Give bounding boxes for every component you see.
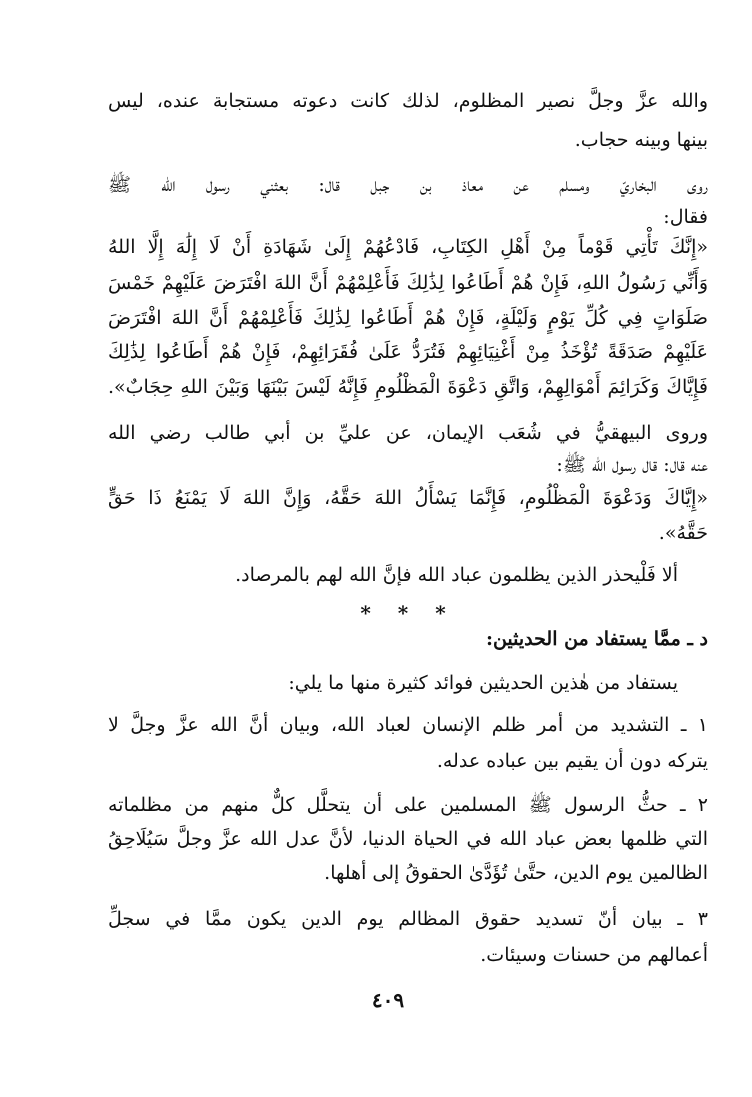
hadith-line: فَإِيَّاكَ وَكَرَائِمَ أَمْوَالِهِمْ، وَاتَّقِ دَعْوَةَ الْمَظْلُومِ فَإِنَّهُ لَيْسَ بَيْنَهَا وَبَيْنَ اللهِ حِجَابٌ». bbox=[108, 376, 708, 398]
paragraph-line: فقال: bbox=[663, 206, 708, 228]
paragraph-line: والله عزَّ وجلَّ نصير المظلوم، لذلك كانت دعوته مستجابة عنده، ليس bbox=[108, 90, 708, 112]
hadith-line: صَلَوَاتٍ فِي كُلِّ يَوْمٍ وَلَيْلَةٍ، فَإِنْ هُمْ أَطَاعُوا لِذَٰلِكَ فَأَعْلِمْهُمْ أَنَّ اللهَ افْتَرَضَ bbox=[108, 307, 708, 329]
hadith-line: «إِنَّكَ تَأْتِي قَوْماً مِنْ أَهْلِ الكِتَابِ، فَادْعُهُمْ إِلَىٰ شَهَادَةِ أَنْ لَا إِلَٰهَ إِلَّا اللهُ bbox=[108, 236, 708, 258]
benefit-line: ٢ ـ حثُّ الرسول ﷺ المسلمين على أن يتحلَّل كلٌّ منهم من مظلماته bbox=[108, 794, 708, 816]
hadith-line: عَلَيْهِمْ صَدَقَةً تُؤْخَذُ مِنْ أَغْنِيَائِهِمْ فَتُرَدُّ عَلَىٰ فُقَرَائِهِمْ، فَإِنْ هُمْ أَطَاعُوا لِذَٰلِكَ bbox=[108, 341, 709, 363]
paragraph-line: وروى البيهقيُّ في شُعَب الإيمان، عن عليِّ بن أبي طالب رضي الله bbox=[108, 422, 708, 444]
paragraph-line: ألا فَلْيحذر الذين يظلمون عباد الله فإنَّ الله لهم بالمرصاد. bbox=[235, 564, 678, 586]
hadith-line: وَأَنِّي رَسُولُ اللهِ، فَإِنْ هُمْ أَطَاعُوا لِذَٰلِكَ فَأَعْلِمْهُمْ أَنَّ اللهَ افْتَرَضَ عَلَيْهِمْ خَمْسَ bbox=[108, 272, 708, 294]
benefit-line: أعمالهم من حسنات وسيئات. bbox=[480, 944, 708, 966]
paragraph-line: عنه قال: قال رسول الله ﷺ: bbox=[556, 454, 708, 476]
benefit-line: ٣ ـ بيان أنّ تسديد حقوق المظالم يوم الدين يكون ممَّا في سجلِّ bbox=[108, 908, 708, 930]
paragraph-line: بينها وبينه حجاب. bbox=[574, 129, 708, 151]
benefit-line: التي ظلمها بعض عباد الله في الحياة الدنيا، لأنَّ عدل الله عزَّ وجلَّ سَيُلَاحِقُ bbox=[108, 828, 708, 850]
section-heading: د ـ ممَّا يستفاد من الحديثين: bbox=[485, 628, 708, 650]
hadith-line: حَقَّهُ». bbox=[658, 522, 708, 544]
page-number: ٤٠٩ bbox=[371, 988, 405, 1012]
benefit-line: الظالمين يوم الدين، حتَّىٰ تُؤَدَّىٰ الحقوقُ إلى أهلها. bbox=[324, 862, 708, 884]
intro-text: يستفاد من هٰذين الحديثين فوائد كثيرة منها ما يلي: bbox=[288, 672, 678, 694]
paragraph-line: روى البخاريّ ومسلم عن معاذ بن جبل قال: بعثني رسول الله ﷺ bbox=[108, 174, 708, 196]
hadith-line: «إِيَّاكَ وَدَعْوَةَ الْمَظْلُومِ، فَإِنَّمَا يَسْأَلُ اللهَ حَقَّهُ، وَإِنَّ اللهَ لَا يَمْنَعُ ذَا حَقٍّ bbox=[108, 487, 708, 509]
benefit-line: ١ ـ التشديد من أمر ظلم الإنسان لعباد الله، وبيان أنَّ الله عزَّ وجلَّ لا bbox=[108, 714, 708, 736]
benefit-line: يتركه دون أن يقيم بين عباده عدله. bbox=[436, 750, 708, 772]
section-separator: * * * bbox=[360, 601, 456, 625]
